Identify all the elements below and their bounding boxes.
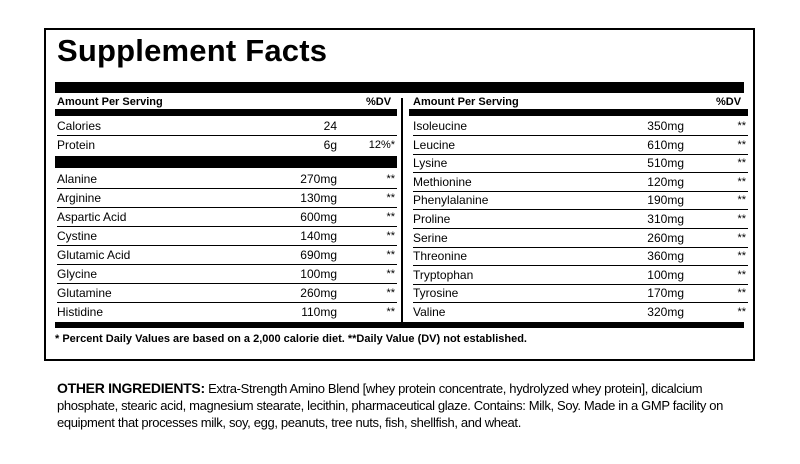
footnote: * Percent Daily Values are based on a 2,000 calorie diet. **Daily Value (DV) not established.: [55, 333, 527, 345]
nutrient-amount: 190mg: [647, 193, 684, 208]
nutrient-name: Glutamic Acid: [57, 248, 131, 262]
nutrient-row: [57, 136, 397, 155]
nutrient-dv: **: [386, 287, 395, 299]
nutrient-amount: 24: [323, 119, 337, 133]
nutrient-name: Aspartic Acid: [57, 210, 127, 224]
nutrient-row: [57, 189, 397, 208]
nutrient-name: Phenylalanine: [413, 193, 489, 208]
right-header-amount: Amount Per Serving: [413, 96, 519, 108]
nutrient-amount: 320mg: [647, 305, 684, 319]
left-header-rule: [55, 109, 397, 116]
right-header-rule: [409, 109, 748, 116]
nutrient-row: [413, 117, 748, 136]
nutrient-row: [413, 284, 748, 303]
nutrient-row: [57, 227, 397, 246]
nutrient-amount: 120mg: [647, 174, 684, 189]
nutrient-name: Alanine: [57, 172, 98, 186]
nutrient-dv: **: [386, 173, 395, 185]
nutrient-amount: 260mg: [647, 230, 684, 245]
nutrient-dv: **: [737, 231, 746, 244]
right-header-dv: %DV: [716, 96, 742, 108]
column-divider: [401, 98, 403, 325]
nutrient-dv: **: [386, 192, 395, 204]
nutrient-dv: **: [737, 194, 746, 207]
nutrient-dv: **: [737, 287, 746, 300]
nutrient-name: Glutamine: [57, 286, 112, 300]
nutrient-amount: 100mg: [647, 267, 684, 282]
nutrient-name: Glycine: [57, 267, 98, 281]
nutrient-amount: 260mg: [300, 286, 337, 300]
nutrient-name: Leucine: [413, 137, 456, 152]
nutrient-row: [57, 265, 397, 284]
nutrient-row: [57, 117, 397, 136]
nutrient-dv: **: [737, 120, 746, 132]
nutrient-dv: **: [386, 211, 395, 223]
nutrient-dv: **: [737, 157, 746, 170]
nutrient-name: Arginine: [57, 191, 102, 205]
supplement-facts-panel: [44, 28, 755, 361]
nutrient-name: Valine: [413, 305, 446, 319]
nutrient-amount: 170mg: [647, 286, 684, 301]
nutrient-name: Histidine: [57, 305, 104, 319]
nutrient-row: [57, 170, 397, 189]
nutrient-row: [413, 173, 748, 192]
left-header-dv: %DV: [366, 96, 392, 108]
nutrient-name: Cystine: [57, 229, 98, 243]
nutrient-dv: **: [386, 249, 395, 261]
nutrient-amount: 140mg: [300, 229, 337, 243]
nutrient-amount: 100mg: [300, 267, 337, 281]
nutrient-row: [413, 191, 748, 210]
nutrient-amount: 600mg: [300, 210, 337, 224]
nutrient-row: [57, 284, 397, 303]
nutrient-amount: 690mg: [300, 248, 337, 262]
nutrient-dv: **: [737, 138, 746, 151]
nutrient-name: Tryptophan: [413, 267, 474, 282]
bottom-thick-rule: [55, 322, 744, 328]
nutrient-name: Serine: [413, 230, 448, 245]
nutrient-dv: **: [737, 213, 746, 225]
other-ingredients-label: OTHER INGREDIENTS:: [57, 380, 205, 396]
nutrient-dv: **: [737, 306, 746, 318]
nutrient-name: Calories: [57, 119, 102, 133]
left-header-amount: Amount Per Serving: [57, 96, 163, 108]
top-thick-rule: [55, 82, 744, 93]
nutrient-name: Methionine: [413, 174, 472, 189]
nutrient-name: Proline: [413, 212, 451, 226]
nutrient-name: Threonine: [413, 249, 468, 264]
nutrient-amount: 610mg: [647, 137, 684, 152]
nutrient-amount: 510mg: [647, 156, 684, 171]
nutrient-row: [413, 303, 748, 322]
nutrient-amount: 6g: [323, 138, 337, 152]
nutrient-dv: **: [386, 306, 395, 318]
nutrient-row: [57, 208, 397, 227]
other-ingredients: [57, 380, 757, 431]
nutrient-row: [413, 266, 748, 285]
nutrient-amount: 360mg: [647, 249, 684, 264]
nutrient-amount: 270mg: [300, 172, 337, 186]
nutrient-row: [57, 246, 397, 265]
nutrient-dv: **: [386, 230, 395, 242]
nutrient-row: [413, 247, 748, 266]
nutrient-name: Lysine: [413, 156, 448, 171]
nutrient-dv: **: [737, 250, 746, 263]
panel-title: Supplement Facts: [57, 33, 328, 68]
nutrient-amount: 350mg: [647, 119, 684, 133]
nutrient-dv: 12%*: [368, 139, 395, 151]
nutrient-amount: 130mg: [300, 191, 337, 205]
left-mid-thick-rule: [55, 156, 397, 168]
nutrient-amount: 110mg: [301, 305, 337, 319]
nutrient-amount: 310mg: [647, 212, 684, 226]
nutrient-name: Protein: [57, 138, 96, 152]
nutrient-name: Tyrosine: [413, 286, 459, 301]
nutrient-row: [413, 136, 748, 155]
other-ingredients-text: Extra-Strength Amino Blend [whey protein concentrate, hydrolyzed whey protein], dicalcium phosphate, stearic acid, magnesium stearate, lecithin, pharmaceutical glaze. Contains: Milk, Soy. Made in a GMP facility on equipment that processes milk, soy, egg, peanuts, tree nuts, fish, shellfish, and wheat.: [57, 381, 724, 430]
nutrient-name: Isoleucine: [413, 119, 468, 133]
nutrient-dv: **: [386, 268, 395, 280]
nutrient-row: [413, 229, 748, 248]
nutrient-row: [413, 154, 748, 173]
nutrient-row: [413, 210, 748, 229]
nutrient-dv: **: [737, 175, 746, 188]
nutrient-dv: **: [737, 268, 746, 281]
nutrient-row: [57, 303, 397, 322]
